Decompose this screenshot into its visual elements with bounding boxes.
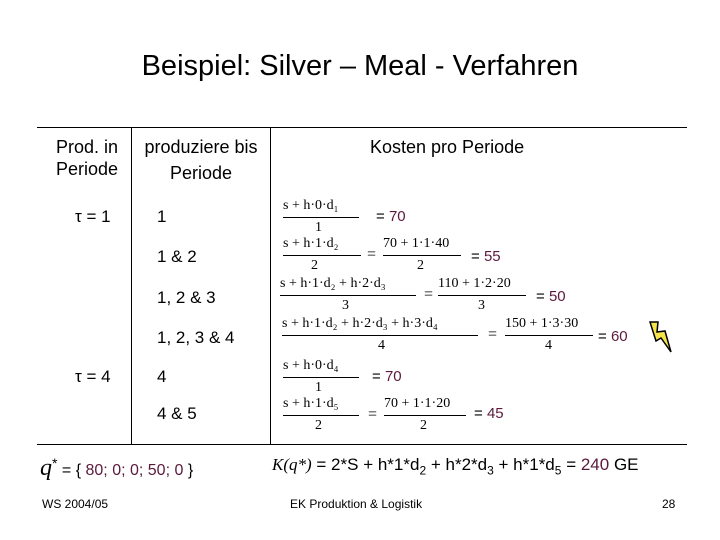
row-label: 1 & 2 — [157, 247, 197, 266]
cost-unit: GE — [609, 455, 639, 474]
fraction-numerator: 70 + 1·1·40 — [383, 236, 450, 251]
fraction-numerator: 150 + 1·3·30 — [505, 316, 579, 331]
fraction-denominator: 1 — [315, 380, 322, 395]
column-rule-1 — [131, 127, 132, 445]
solution-suffix: } — [187, 462, 194, 479]
solution-values: 80; 0; 0; 50; 0 — [85, 462, 184, 479]
fraction-bar — [283, 377, 359, 378]
equals-sign: = — [367, 246, 377, 263]
tau-4-label: τ = 4 — [75, 367, 111, 386]
header-kosten-pro-periode: Kosten pro Periode — [370, 137, 525, 157]
result-value: 70 — [388, 208, 406, 225]
fraction-numerator: 70 + 1·1·20 — [384, 396, 451, 411]
fraction-denominator: 4 — [378, 338, 385, 353]
total-cost-formula — [272, 455, 639, 477]
fraction-denominator: 2 — [420, 418, 427, 433]
header-produziere-bis — [136, 136, 266, 184]
cost-total: 240 — [580, 455, 610, 474]
lightning-icon — [645, 320, 675, 354]
fraction-bar — [282, 335, 478, 336]
fraction-numerator: s + h·1·d₂ — [283, 236, 339, 251]
cost-rhs-3: + h*1*d — [493, 455, 555, 474]
page-number: 28 — [662, 497, 676, 511]
result-equals: = — [536, 288, 545, 305]
fraction-denominator: 4 — [545, 338, 552, 353]
fraction-denominator: 2 — [311, 258, 318, 273]
cost-rhs-1: = 2*S + h*1*d — [316, 455, 420, 474]
footer-semester: WS 2004/05 — [42, 497, 109, 511]
fraction-denominator: 3 — [342, 298, 349, 313]
fraction-numerator: s + h·0·d₄ — [283, 358, 339, 373]
row-result — [598, 328, 628, 345]
row-result — [376, 208, 406, 225]
footer-rule — [37, 444, 687, 445]
row-result — [372, 368, 402, 385]
result-equals: = — [471, 248, 480, 265]
cost-sub-2: 3 — [487, 463, 494, 478]
header-rule — [37, 127, 687, 128]
result-value: 50 — [548, 288, 566, 305]
result-value: 60 — [610, 328, 628, 345]
row-result — [536, 288, 566, 305]
fraction-denominator: 2 — [315, 418, 322, 433]
row-label: 4 & 5 — [157, 404, 197, 423]
tau-1-label: τ = 1 — [75, 207, 111, 226]
row-label: 1, 2, 3 & 4 — [157, 328, 235, 347]
result-value: 45 — [486, 405, 504, 422]
equals-sign: = — [368, 406, 378, 423]
row-result — [474, 405, 504, 422]
solution-vector — [40, 455, 193, 482]
cost-rhs-4: = — [561, 455, 581, 474]
fraction-denominator: 1 — [315, 220, 322, 235]
result-equals: = — [474, 405, 483, 422]
fraction-numerator: s + h·1·d₅ — [283, 396, 339, 411]
fraction-numerator: s + h·0·d₁ — [283, 198, 339, 213]
row-label: 1, 2 & 3 — [157, 288, 216, 307]
slide-title: Beispiel: Silver – Meal - Verfahren — [141, 50, 579, 82]
row-result — [471, 248, 501, 265]
cost-rhs-2: + h*2*d — [426, 455, 488, 474]
row-label: 4 — [157, 367, 167, 386]
result-value: 55 — [483, 248, 501, 265]
fraction-numerator: s + h·1·d₂ + h·2·d₃ — [280, 276, 386, 291]
footer-course: EK Produktion & Logistik — [290, 497, 423, 511]
fraction-denominator: 2 — [417, 258, 424, 273]
header-col1-line2: Periode — [55, 159, 119, 179]
fraction-bar — [438, 295, 526, 296]
cost-sub-3: 5 — [554, 463, 562, 478]
fraction-denominator: 3 — [478, 298, 485, 313]
header-prod-in-periode — [44, 136, 130, 180]
equals-sign: = — [424, 286, 434, 303]
solution-prefix: = { — [61, 462, 82, 479]
header-col1-line1: Prod. in — [55, 137, 119, 157]
solution-symbol: q — [40, 455, 52, 481]
cost-sub-1: 2 — [419, 463, 427, 478]
solution-star: * — [52, 455, 58, 471]
fraction-bar — [283, 255, 361, 256]
fraction-bar — [283, 415, 359, 416]
column-rule-2 — [270, 127, 271, 445]
fraction-numerator: 110 + 1·2·20 — [438, 276, 511, 291]
equals-sign: = — [488, 326, 498, 343]
result-value: 70 — [384, 368, 402, 385]
fraction-bar — [384, 415, 466, 416]
header-col2-line2: Periode — [169, 163, 233, 183]
fraction-bar — [283, 217, 359, 218]
row-label: 1 — [157, 207, 167, 226]
result-equals: = — [598, 328, 607, 345]
result-equals: = — [372, 368, 381, 385]
fraction-bar — [280, 295, 416, 296]
fraction-numerator: s + h·1·d₂ + h·2·d₃ + h·3·d₄ — [282, 316, 438, 331]
fraction-bar — [505, 335, 593, 336]
fraction-bar — [383, 255, 461, 256]
result-equals: = — [376, 208, 385, 225]
cost-lhs: K(q*) — [272, 455, 312, 474]
header-col2-line1: produziere bis — [144, 137, 258, 157]
